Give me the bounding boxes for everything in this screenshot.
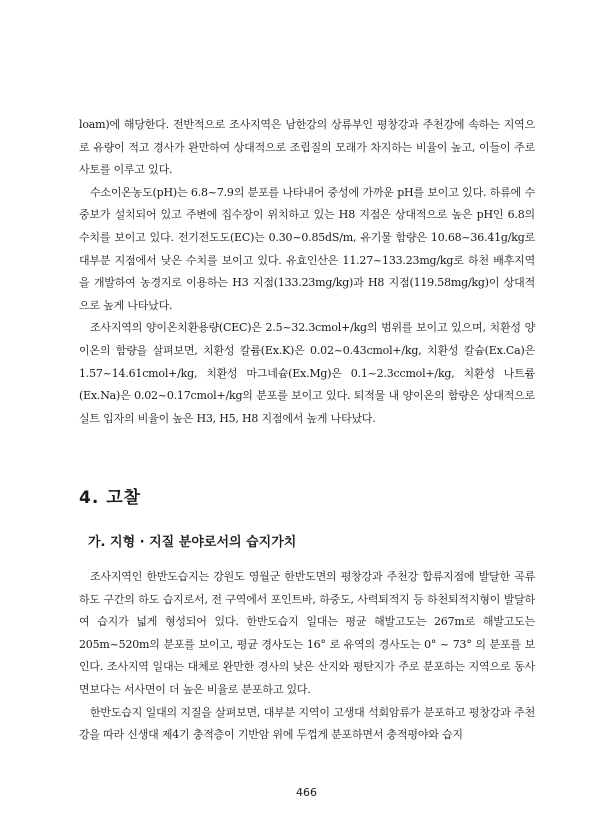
results-text-block [79, 114, 535, 430]
body-paragraph: 조사지역인 한반도습지는 강원도 영월군 한반도면의 평창강과 주천강 합류지점에 발달한 곡류 하도 구간의 하도 습지로서, 전 구역에서 포인트바, 하중도, 사력퇴적지 등 하천퇴적지형이 발달하여 습지가 넓게 형성되어 있다. 한반도습지 일대는 평균 해발고도는 267m로 해발고도는 205m~520m의 분포를 보이고, 평균 경사도는 16° 로 유역의 경사도는 0° ~ 73° 의 분포를 보인다. 조사지역 일대는 대체로 완만한 경사의 낮은 산지와 평탄지가 주로 분포하는 지역으로 동사면보다는 서사면이 더 높은 비율로 분포하고 있다. [79, 570, 535, 696]
page-number: 466 [296, 786, 317, 799]
body-paragraph: 조사지역의 양이온치환용량(CEC)은 2.5~32.3cmol+/kg의 범위를 보이고 있으며, 치환성 양이온의 함량을 살펴보면, 치환성 칼륨(Ex.K)은 0.02~0.43cmol+/kg, 치환성 칼슘(Ex.Ca)은 1.57~14.61cmol+/kg, 치환성 마그네슘(Ex.Mg)은 0.1~2.3ccmol+/kg, 치환성 나트륨(Ex.Na)은 0.02~0.17cmol+/kg의 분포를 보이고 있다. 퇴적물 내 양이온의 함량은 상대적으로 실트 입자의 비율이 높은 H3, H5, H8 지점에서 높게 나타났다. [79, 321, 535, 425]
discussion-text-block [79, 566, 535, 747]
body-paragraph: 수소이온농도(pH)는 6.8~7.9의 분포를 나타내어 중성에 가까운 pH를 보이고 있다. 하류에 수중보가 설치되어 있고 주변에 집수장이 위치하고 있는 H8 지점은 상대적으로 높은 pH인 6.8의 수치를 보이고 있다. 전기전도도(EC)는 0.30~0.85dS/m, 유기물 함량은 10.68~36.41g/kg로 대부분 지점에서 낮은 수치를 보이고 있다. 유효인산은 11.27~133.23mg/kg로 하천 배후지역을 개발하여 농경지로 이용하는 H3 지점(133.23mg/kg)과 H8 지점(119.58mg/kg)이 상대적으로 높게 나타났다. [79, 185, 535, 312]
subsection-heading: 가. 지형 · 지질 분야로서의 습지가치 [88, 535, 297, 550]
body-paragraph: 한반도습지 일대의 지질을 살펴보면, 대부분 지역이 고생대 석회암류가 분포하고 평창강과 주천강을 따라 신생대 제4기 충적층이 기반암 위에 두껍게 분포하면서 충적평야와 습지 [79, 705, 535, 742]
body-paragraph: loam)에 해당한다. 전반적으로 조사지역은 남한강의 상류부인 평창강과 주천강에 속하는 지역으로 유량이 적고 경사가 완만하여 상대적으로 조립질의 모래가 차지하는 비율이 높고, 이들이 주로 사토를 이루고 있다. [79, 118, 535, 177]
section-heading: 4. 고찰 [79, 488, 142, 508]
